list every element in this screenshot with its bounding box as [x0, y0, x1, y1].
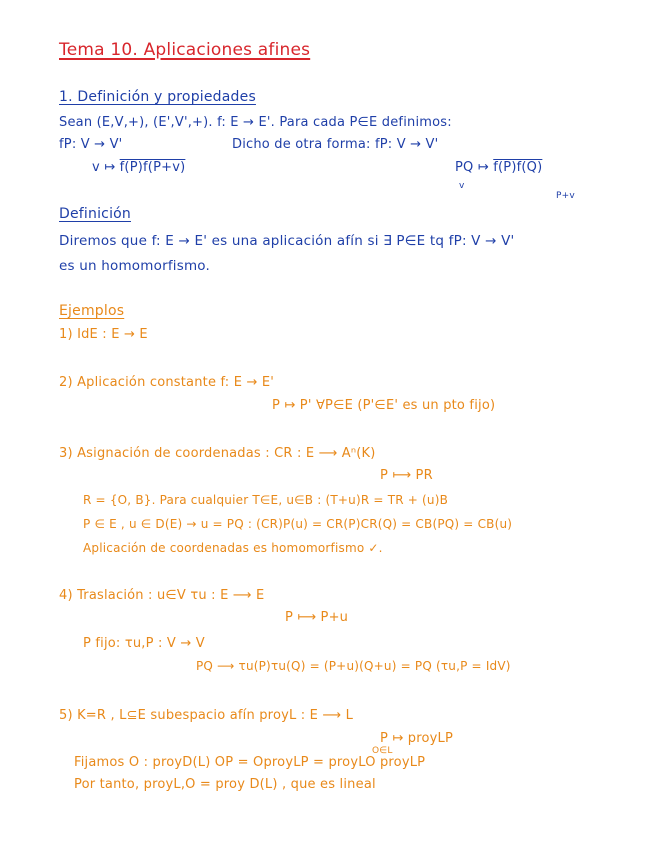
section-heading-definition-properties: 1. Definición y propiedades [59, 89, 256, 105]
section1-map-right-def: PQ ↦ f(P)f(Q) [455, 160, 543, 175]
example2-line1: 2) Aplicación constante f: E → E' [59, 375, 275, 390]
example5-note: O∈L [372, 746, 393, 756]
example2-line2: P ↦ P' ∀P∈E (P'∈E' es un pto fijo) [272, 398, 496, 413]
section1-map-left-def: v ↦ f(P)f(P+v) [92, 160, 186, 175]
example5-line2: P ↦ proyLP [380, 731, 454, 746]
section1-note-pv: P+v [556, 191, 575, 201]
page-title: Tema 10. Aplicaciones afines [59, 40, 311, 60]
section1-map-right: Dicho de otra forma: fP: V → V' [232, 137, 439, 152]
examples-heading: Ejemplos [59, 303, 125, 319]
example4-line1: 4) Traslación : u∈V τu : E ⟶ E [59, 588, 265, 603]
example3-line3: R = {O, B}. Para cualquier T∈E, u∈B : (T+u)R = TR + (u)B [83, 493, 449, 507]
definition-line2: es un homomorfismo. [59, 258, 211, 274]
example5-line3: Fijamos O : proyD(L) OP = OproyLP = proyLO proyLP [74, 755, 426, 770]
example3-line5: Aplicación de coordenadas es homomorfismo ✓. [83, 541, 383, 555]
definition-line1: Diremos que f: E → E' es una aplicación afín si ∃ P∈E tq fP: V → V' [59, 233, 515, 249]
example3-line4: P ∈ E , u ∈ D(E) → u = PQ : (CR)P(u) = CR(P)CR(Q) = CB(PQ) = CB(u) [83, 517, 513, 531]
example1: 1) IdE : E → E [59, 327, 148, 342]
example3-line1: 3) Asignación de coordenadas : CR : E ⟶ Aⁿ(K) [59, 446, 376, 461]
definition-heading: Definición [59, 206, 131, 222]
example4-line4: PQ ⟶ τu(P)τu(Q) = (P+u)(Q+u) = PQ (τu,P = IdV) [196, 659, 511, 673]
example3-line2: P ⟼ PR [380, 468, 433, 483]
example5-line1: 5) K=R , L⊆E subespacio afín proyL : E ⟶ L [59, 708, 354, 723]
example4-line2: P ⟼ P+u [285, 610, 349, 625]
section1-map-left: fP: V → V' [59, 137, 123, 152]
section1-line1: Sean (E,V,+), (E',V',+). f: E → E'. Para cada P∈E definimos: [59, 115, 452, 130]
example4-line3: P fijo: τu,P : V → V [83, 636, 205, 651]
example5-line4: Por tanto, proyL,O = proy D(L) , que es lineal [74, 777, 376, 792]
section1-note-v: v [459, 181, 465, 191]
